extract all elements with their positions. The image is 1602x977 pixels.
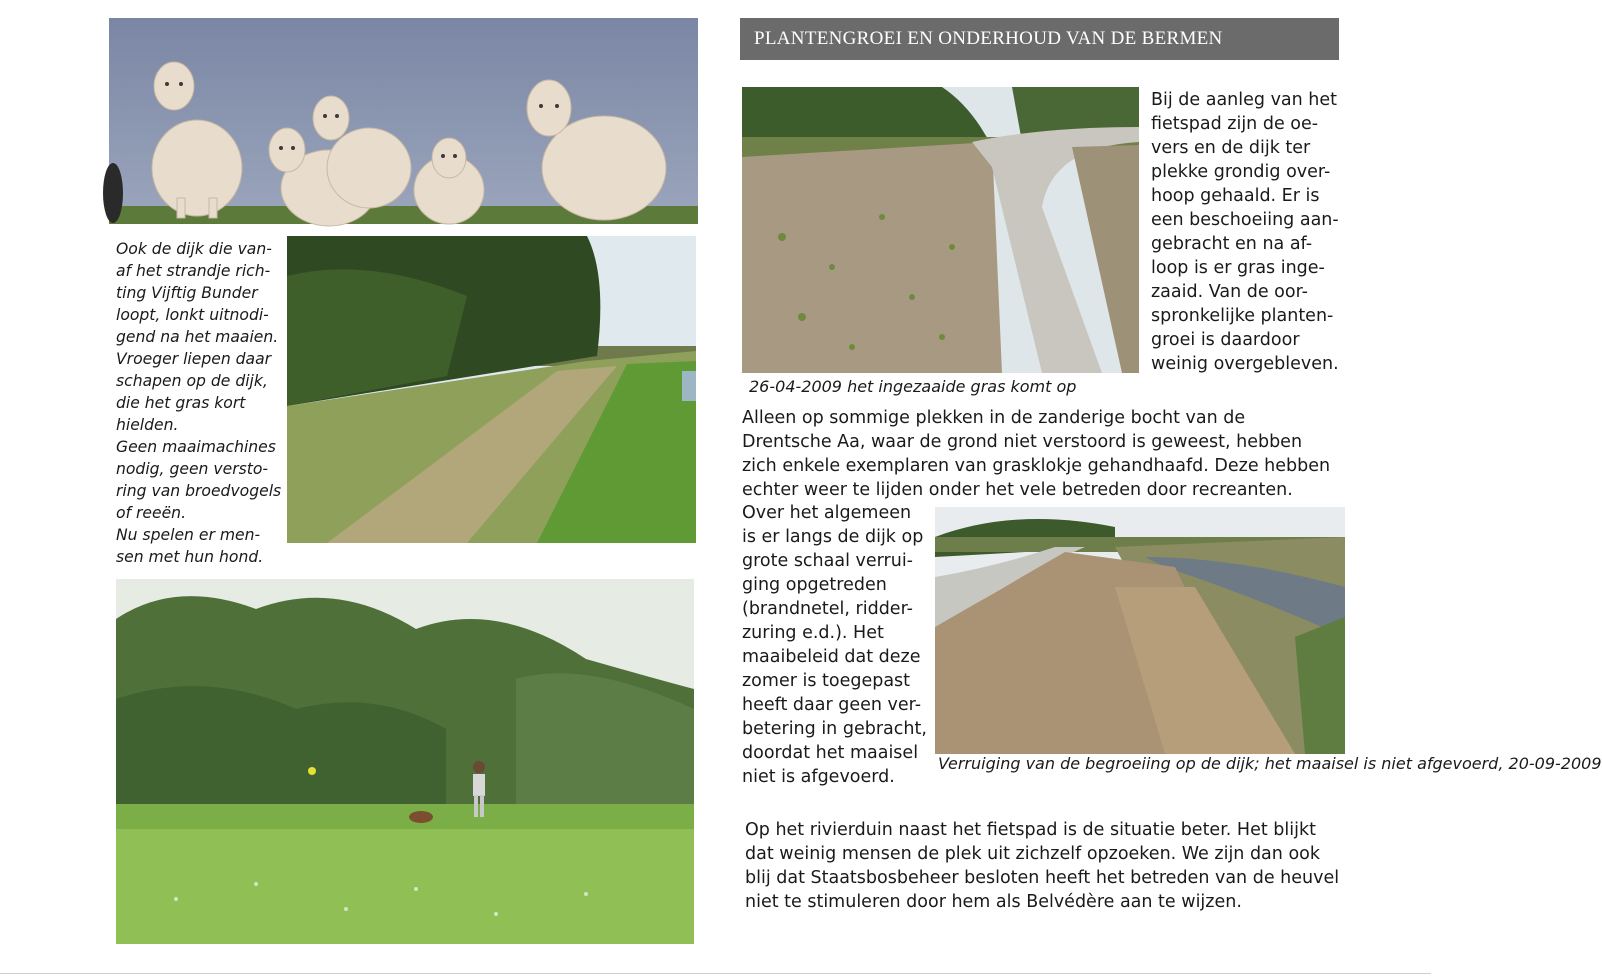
photo-dike-mowing-residue xyxy=(935,507,1345,754)
photo-cycle-path xyxy=(742,87,1139,373)
paragraph-aanleg: Bij de aanleg van het fietspad zijn de oe- vers en de dijk ter plekke grondig over- hoop gehaald. Er is een beschoeiing aan- gebracht en na af- loop is er gras inge- zaaid. Van de oor- spronkelijke planten- groei is daardoor weinig overgebleven. xyxy=(1151,90,1339,374)
caption-cycle-path: 26-04-2009 het ingezaaide gras komt op xyxy=(749,377,1077,396)
caption-dike-mowing: Verruiging van de begroeiing op de dijk; het maaisel is niet afgevoerd, 20-09-2009 xyxy=(938,754,1602,773)
photo-meadow-dog xyxy=(116,579,694,944)
paragraph-grasklokje: Alleen op sommige plekken in de zanderige bocht van de Drentsche Aa, waar de grond niet verstoord is geweest, hebben zich enkele exemplaren van grasklokje gehandhaafd. Deze hebben echter weer te lijden onder het vele betreden door recreanten. xyxy=(742,408,1331,500)
photo-mowed-dike xyxy=(287,236,696,543)
page-bottom-rule xyxy=(0,973,1431,974)
paragraph-verruiging: Over het algemeen is er langs de dijk op grote schaal verrui- ging opgetreden (brandnetel, ridder- zuring e.d.). Het maaibeleid dat deze zomer is toegepast heeft daar geen ver- betering in gebracht, doordat het maaisel niet is afgevoerd. xyxy=(742,503,927,787)
paragraph-rivierduin: Op het rivierduin naast het fietspad is de situatie beter. Het blijkt dat weinig mensen de plek uit zichzelf opzoeken. We zijn dan ook blij dat Staatsbosbeheer besloten heeft het betreden van de heuvel niet te stimuleren door hem als Belvédère aan te wijzen. xyxy=(745,820,1340,912)
left-caption: Ook de dijk die van- af het strandje rich- ting Vijftig Bunder loopt, lonkt uitnodi- gend na het maaien. Vroeger liepen daar schapen op de dijk, die het gras kort hielden. Geen maaimachines nodig, geen versto- ring van broedvogels of reeën. Nu spelen er men- sen met hun hond. xyxy=(116,240,282,566)
photo-sheep xyxy=(109,18,698,224)
section-heading: PLANTENGROEI EN ONDERHOUD VAN DE BERMEN xyxy=(740,18,1339,60)
